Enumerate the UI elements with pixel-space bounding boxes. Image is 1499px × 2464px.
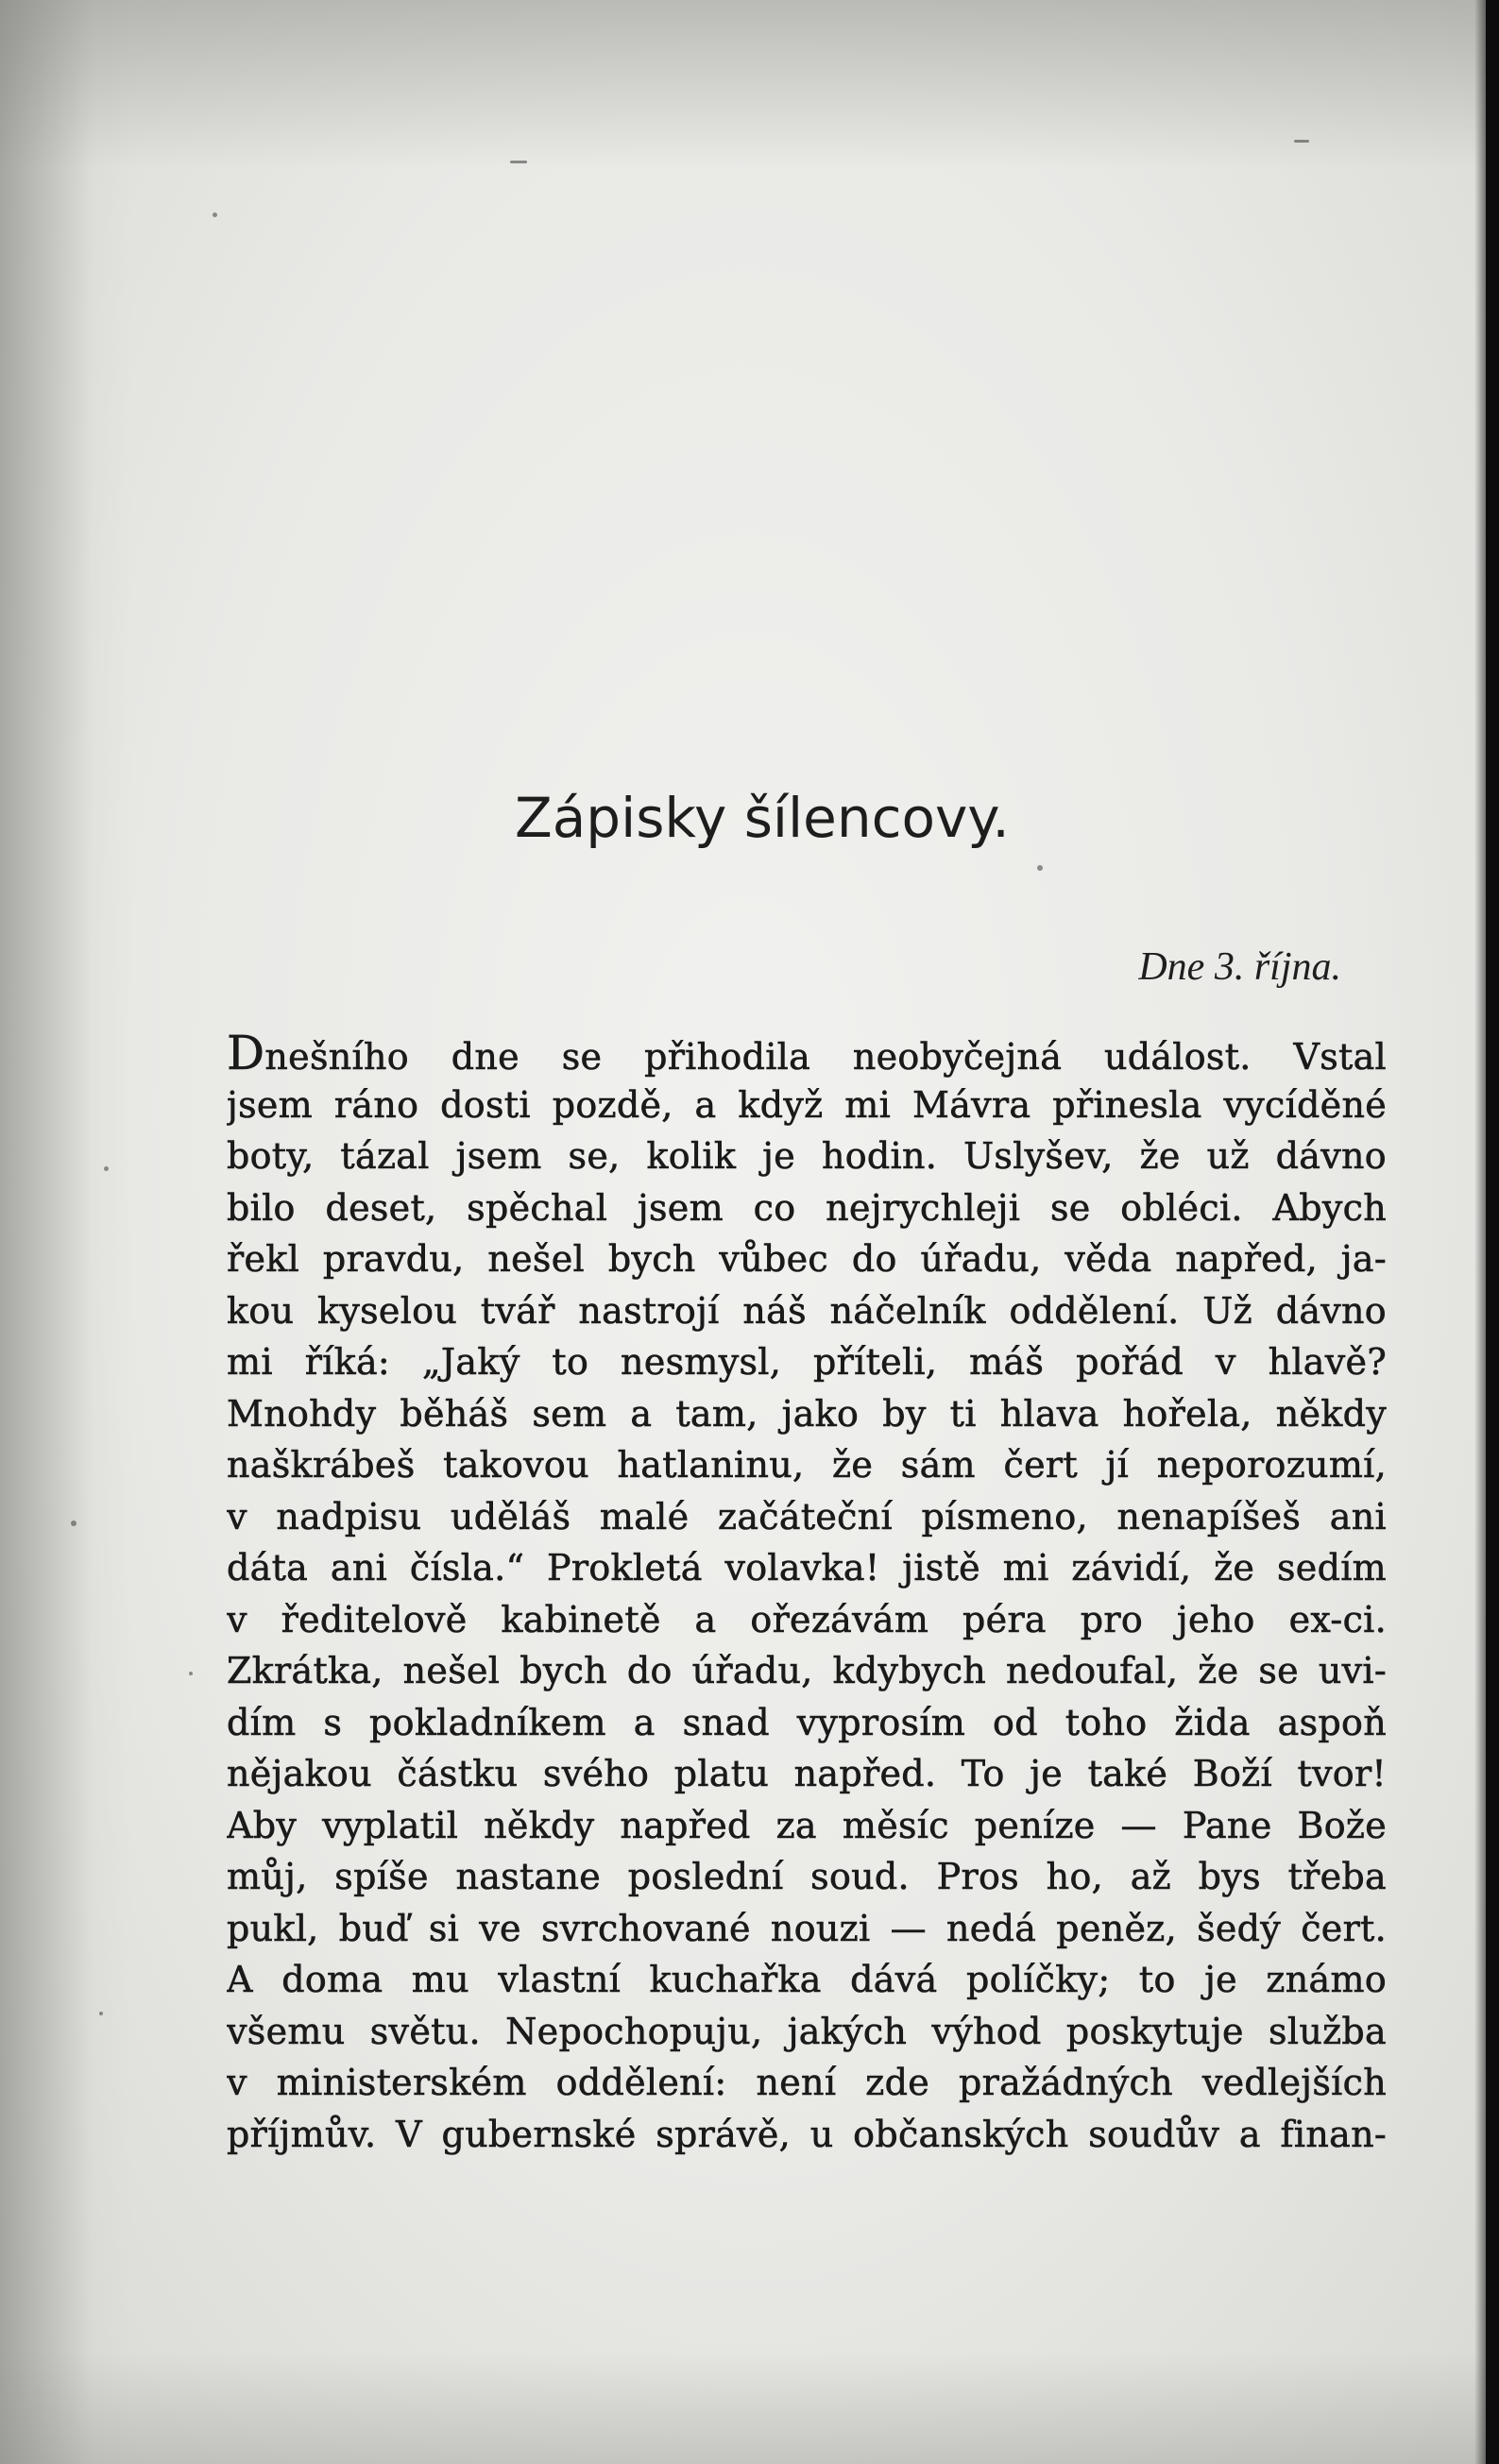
text-line: příjmův. V gubernské správě, u občanských soudův a finan- <box>227 2113 1387 2155</box>
book-binding-edge <box>1486 0 1499 2464</box>
text-line: v nadpisu uděláš malé začáteční písmeno, nenapíšeš ani <box>227 1495 1387 1538</box>
chapter-title: Zápisky šílencovy. <box>515 786 1010 850</box>
text-line: Zkrátka, nešel bych do úřadu, kdybych nedoufal, že se uvi- <box>227 1650 1387 1691</box>
paper-speck <box>71 1521 77 1526</box>
text-line: mi říká: „Jaký to nesmysl, příteli, máš pořád v hlavě? <box>227 1341 1387 1383</box>
text-line: kou kyselou tvář nastrojí náš náčelník oddělení. Už dávno <box>227 1289 1387 1332</box>
page-edge-shadow-bottom <box>0 2351 1499 2464</box>
paper-speck <box>1037 865 1043 871</box>
text-line: v ministerském oddělení: není zde pražádných vedlejších <box>227 2062 1387 2103</box>
text-line: A doma mu vlastní kuchařka dává políčky; to je známo <box>227 1959 1387 2000</box>
text-line: v ředitelově kabinetě a ořezávám péra pro jeho ex-ci. <box>227 1598 1387 1640</box>
text-line: dím s pokladníkem a snad vyprosím od toho žida aspoň <box>227 1701 1387 1743</box>
paper-speck <box>213 212 217 217</box>
text-line: můj, spíše nastane poslední soud. Pros ho, až bys třeba <box>227 1856 1387 1897</box>
paper-speck <box>510 161 527 163</box>
text-line: boty, tázal jsem se, kolik je hodin. Uslyšev, že už dávno <box>227 1135 1387 1177</box>
text-line: jsem ráno dosti pozdě, a když mi Mávra přinesla vycíděné <box>227 1083 1387 1126</box>
paper-speck <box>189 1672 193 1675</box>
text-line: pukl, buď si ve svrchované nouzi — nedá peněz, šedý čert. <box>227 1907 1387 1949</box>
paper-speck <box>1294 140 1309 143</box>
text-line: dáta ani čísla.“ Prokletá volavka! jistě mi závidí, že sedím <box>227 1547 1387 1589</box>
text-line: všemu světu. Nepochopuju, jakých výhod poskytuje služba <box>227 2010 1387 2052</box>
drop-capital: D <box>227 1028 265 1079</box>
text-line: řekl pravdu, nešel bych vůbec do úřadu, věda napřed, ja- <box>227 1238 1387 1280</box>
dateline: Dne 3. října. <box>1138 945 1341 989</box>
text-line: bilo deset, spěchal jsem co nejrychleji se obléci. Abych <box>227 1186 1387 1229</box>
page-edge-shadow-top <box>0 0 1499 170</box>
paper-speck <box>99 2012 103 2015</box>
body-text <box>227 1028 1387 2160</box>
paper-speck <box>104 1166 109 1171</box>
page-edge-shadow-left <box>0 0 132 2464</box>
text-line <box>227 1028 1387 1079</box>
text-line: Aby vyplatil někdy napřed za měsíc peníze — Pane Bože <box>227 1804 1387 1846</box>
text-line: nějakou částku svého platu napřed. To je také Boží tvor! <box>227 1753 1387 1794</box>
text-line: naškrábeš takovou hatlaninu, že sám čert jí neporozumí, <box>227 1444 1387 1486</box>
text-line-content: nešního dne se přihodila neobyčejná událost. Vstal <box>264 1036 1387 1078</box>
text-line: Mnohdy běháš sem a tam, jako by ti hlava hořela, někdy <box>227 1392 1387 1435</box>
binding-shadow <box>1474 0 1486 2464</box>
